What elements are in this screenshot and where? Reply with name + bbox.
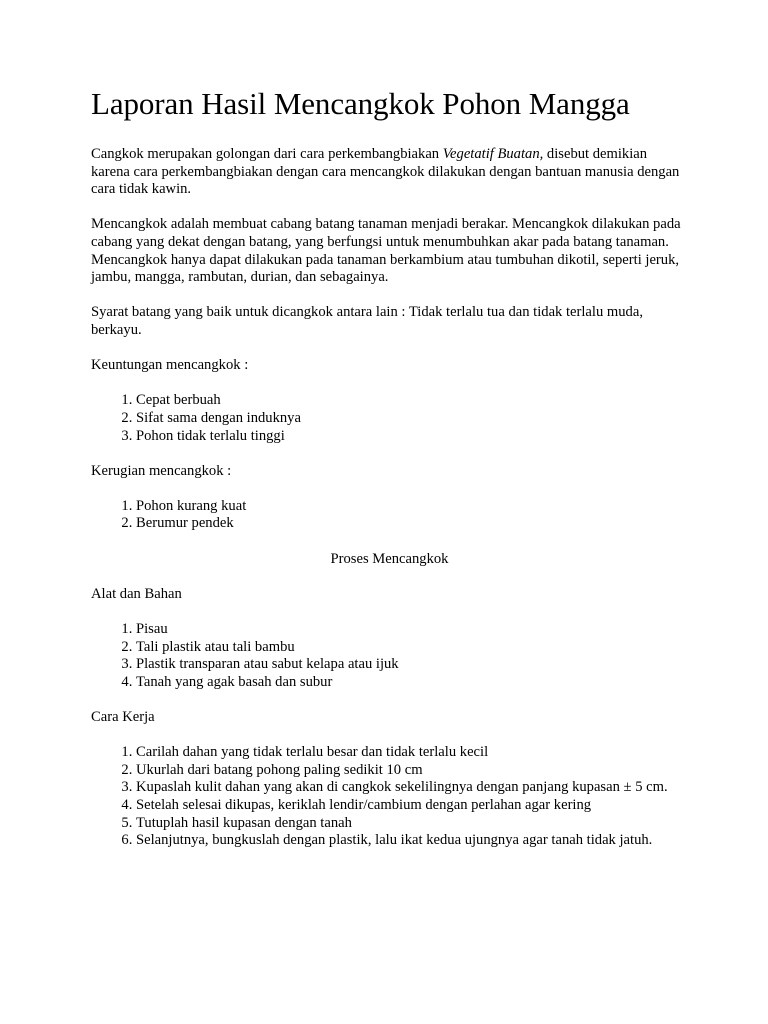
list-item: 2. Ukurlah dari batang pohong paling sedikit 10 cm xyxy=(136,762,688,780)
list-item: 4. Setelah selesai dikupas, keriklah lendir/cambium dengan perlahan agar kering xyxy=(136,797,688,815)
list-item: 6. Selanjutnya, bungkuslah dengan plastik, lalu ikat kedua ujungnya agar tanah tidak jatuh. xyxy=(136,832,688,850)
list-item: 5. Tutuplah hasil kupasan dengan tanah xyxy=(136,815,688,833)
intro-italic-term: Vegetatif Buatan, xyxy=(442,146,544,162)
intro-text-start: Cangkok merupakan golongan dari cara perkembangbiakan xyxy=(91,146,443,162)
list-item: 1. Pisau xyxy=(136,621,688,639)
list-item: 2. Berumur pendek xyxy=(136,515,688,533)
definition-paragraph: Mencangkok adalah membuat cabang batang tanaman menjadi berakar. Mencangkok dilakukan pada cabang yang dekat dengan batang, yang berfungsi untuk menumbuhkan akar pada batang tanaman. Mencangkok hanya dapat dilakukan pada tanaman berkambium atau tumbuhan dikotil, seperti jeruk, jambu, mangga, rambutan, durian, dan sebagainya. xyxy=(91,216,681,286)
list-item: 3. Plastik transparan atau sabut kelapa atau ijuk xyxy=(136,656,688,674)
list-item: 1. Carilah dahan yang tidak terlalu besar dan tidak terlalu kecil xyxy=(136,744,688,762)
tools-list xyxy=(91,621,688,691)
list-item: 2. Sifat sama dengan induknya xyxy=(136,410,688,428)
advantages-heading: Keuntungan mencangkok : xyxy=(91,357,249,374)
process-heading: Proses Mencangkok xyxy=(330,550,449,567)
document-title: Laporan Hasil Mencangkok Pohon Mangga xyxy=(91,86,630,121)
list-item: 2. Tali plastik atau tali bambu xyxy=(136,639,688,657)
disadvantages-list xyxy=(91,498,688,533)
advantages-list xyxy=(91,392,688,445)
intro-text-end: disebut demikian karena cara perkembangbiakan dengan cara mencangkok dilakukan dengan bantuan manusia dengan cara tidak kawin. xyxy=(91,146,680,198)
list-item: 3. Kupaslah kulit dahan yang akan di cangkok sekelilingnya dengan panjang kupasan ± 5 cm. xyxy=(136,779,688,797)
tools-heading: Alat dan Bahan xyxy=(91,585,182,602)
list-item: 1. Cepat berbuah xyxy=(136,392,688,410)
requirements-paragraph: Syarat batang yang baik untuk dicangkok antara lain : Tidak terlalu tua dan tidak terlalu muda, berkayu. xyxy=(91,304,643,338)
disadvantages-heading: Kerugian mencangkok : xyxy=(91,462,232,479)
list-item: 4. Tanah yang agak basah dan subur xyxy=(136,674,688,692)
list-item: 1. Pohon kurang kuat xyxy=(136,498,688,516)
intro-paragraph xyxy=(91,146,688,199)
steps-list xyxy=(91,744,688,850)
list-item: 3. Pohon tidak terlalu tinggi xyxy=(136,428,688,446)
steps-heading: Cara Kerja xyxy=(91,709,155,725)
